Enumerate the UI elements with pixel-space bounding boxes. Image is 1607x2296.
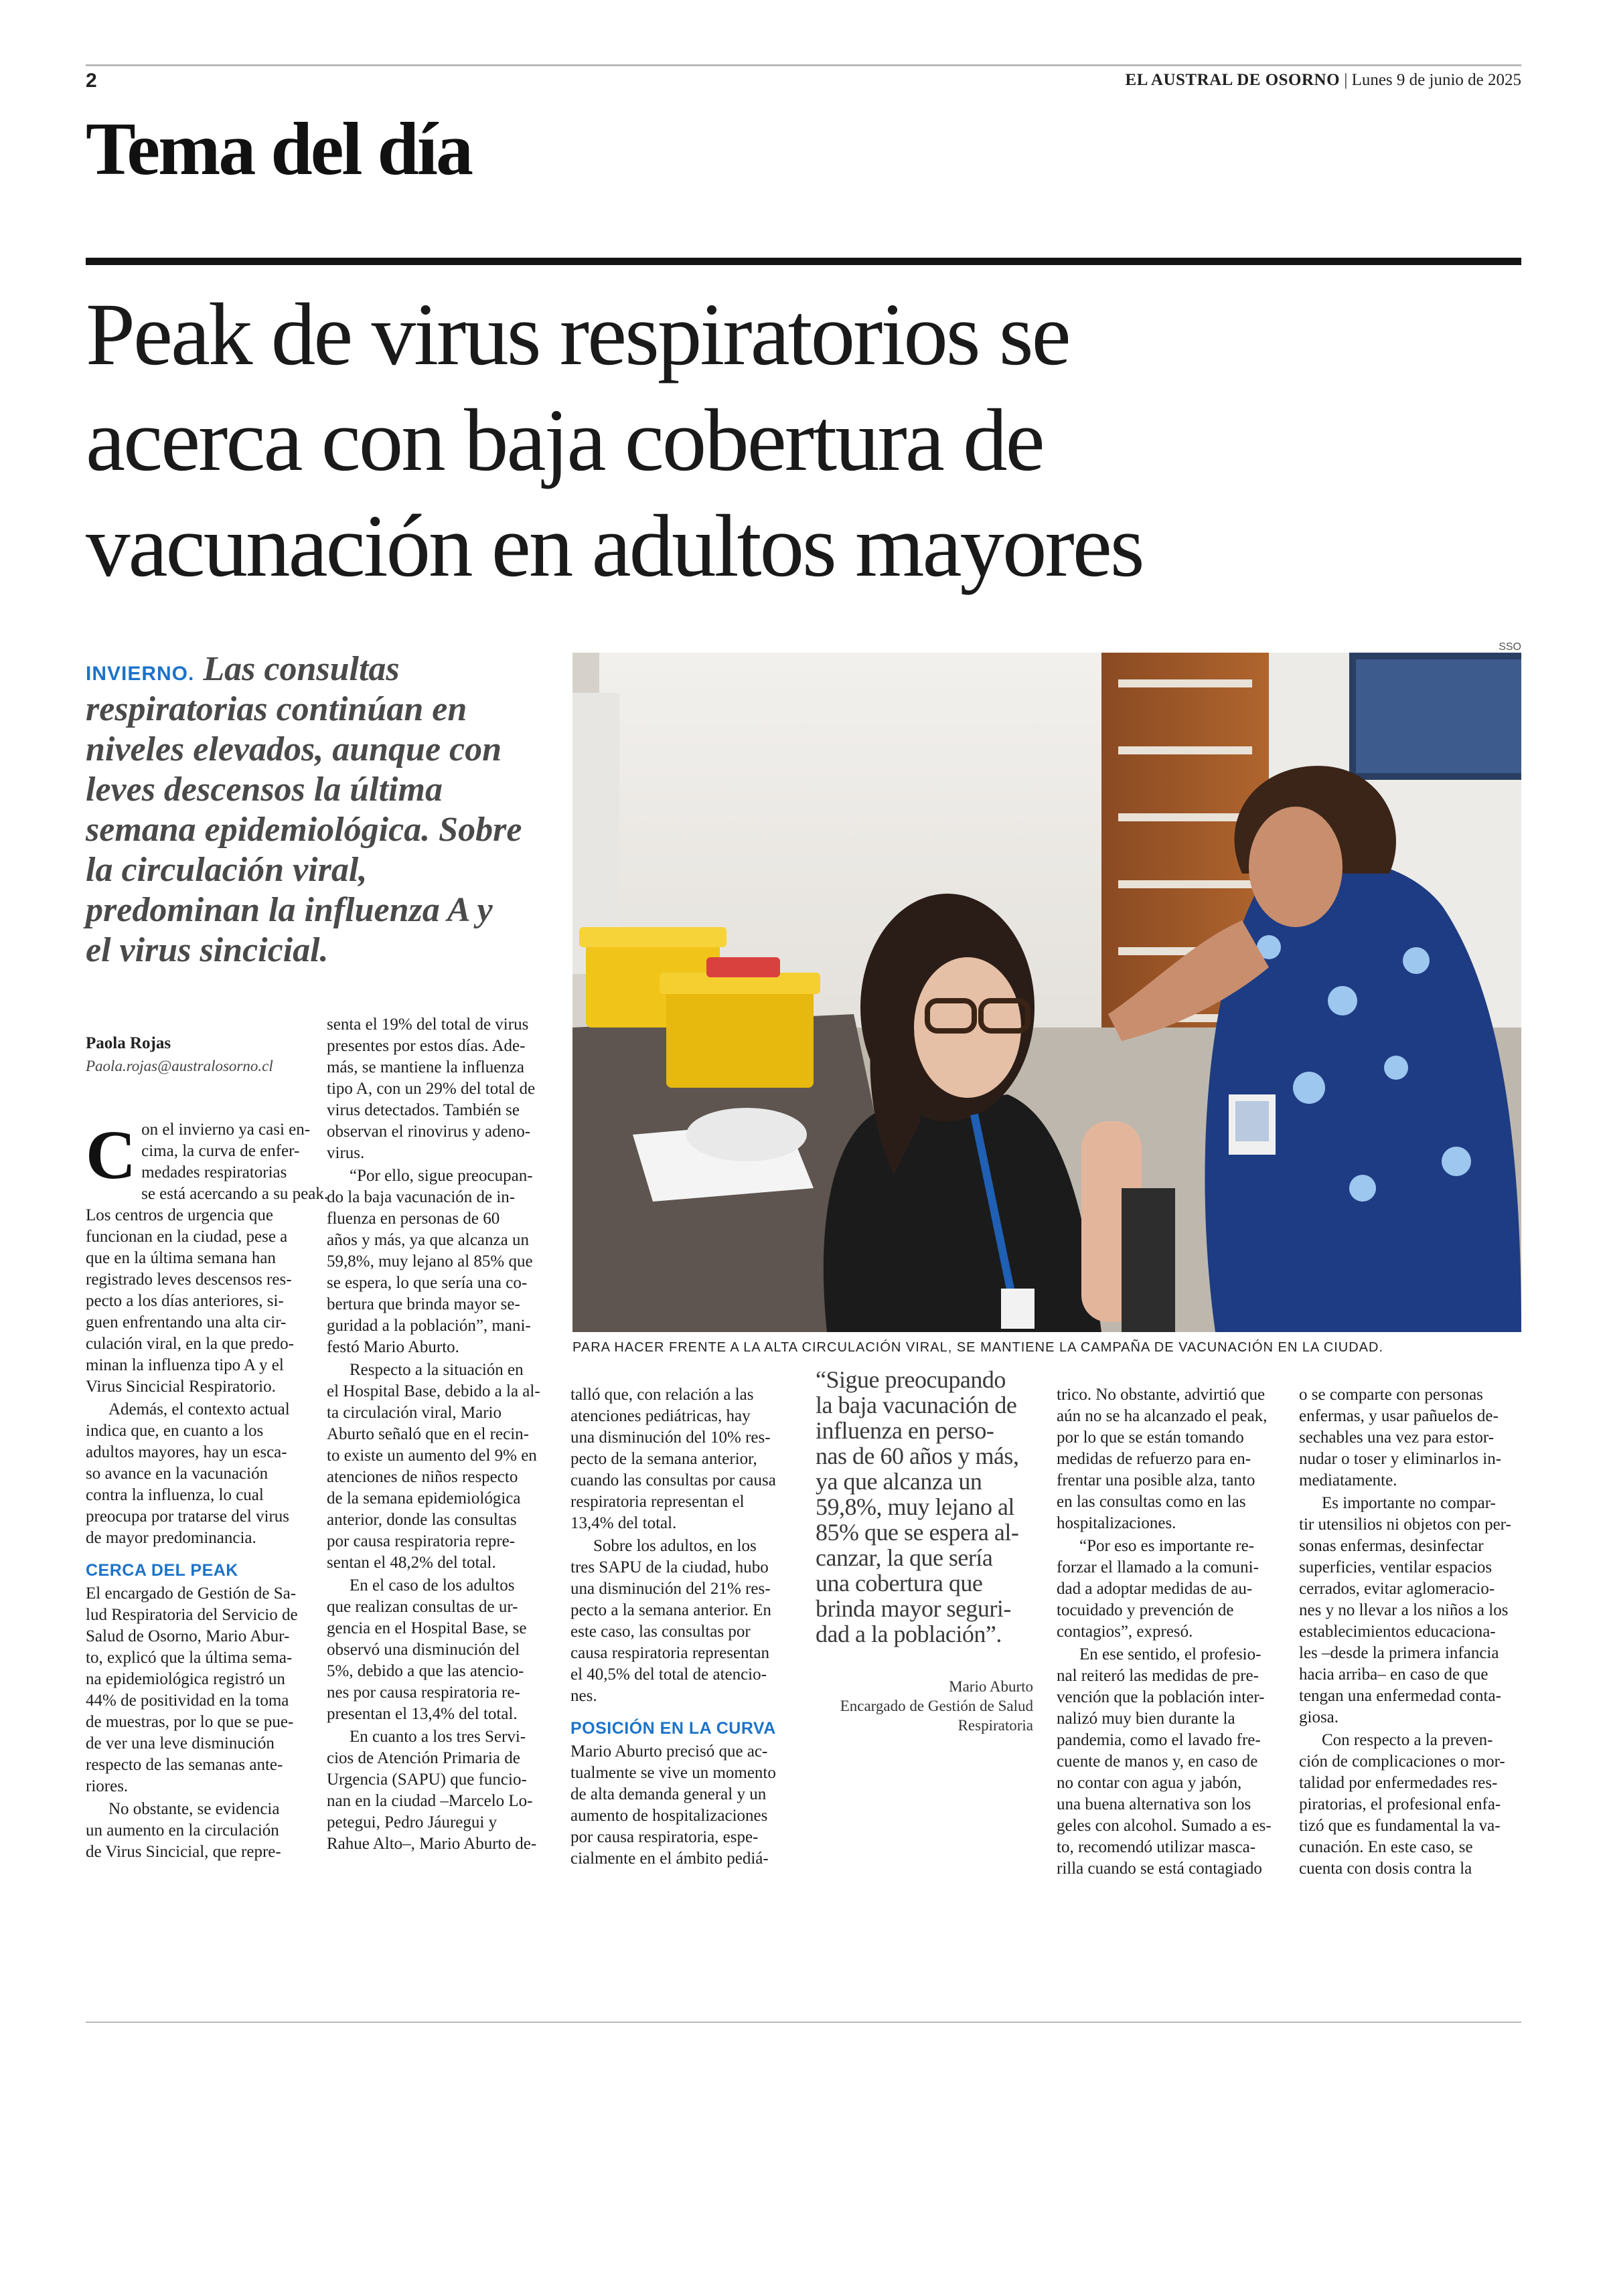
paragraph: Sobre los adultos, en los tres SAPU de la ciudad, hubo una disminución del 21% res- pecto a la semana anterior. En este caso, las consultas por causa respiratoria representan el 40,5% del total de atencio- nes.: [570, 1537, 771, 1705]
paragraph: En el caso de los adultos que realizan consultas de ur- gencia en el Hospital Base, se observó una disminución del 5%, debido a que las atencio- nes por causa respiratoria re- presentan el 13,4% del total.: [327, 1576, 527, 1723]
paragraph: “Por ello, sigue preocupan- do la baja vacunación de in- fluenza en personas de 60 años y más, ya que alcanza un 59,8%, muy lejano al 85% que se espera, lo que sería una co- bertura que brinda mayor se- guridad a la población”, mani- festó Mario Aburto.: [327, 1167, 533, 1356]
quote-author: Mario Aburto: [949, 1678, 1033, 1695]
paragraph: senta el 19% del total de virus presentes por estos días. Ade- más, se mantiene la influenza tipo A, con un 29% del total de virus detectados. También se observan el rinovirus y adeno- virus.: [327, 1015, 536, 1162]
paragraph: Además, el contexto actual indica que, en cuanto a los adultos mayores, hay un esca- so avance en la vacunación contra la influenza, lo cual preocupa por tratarse del virus de mayor predominancia.: [86, 1400, 290, 1547]
article-column-2: [327, 1014, 558, 1856]
paragraph: o se comparte con personas enfermas, y usar pañuelos de- sechables una vez para estor- nudar o toser y eliminarlos in- mediatamente.: [1299, 1386, 1502, 1489]
lead-line: la circulación viral,: [86, 851, 368, 889]
photo-illustration: [572, 653, 1521, 1332]
article-column-1: [86, 1117, 329, 1864]
byline-email[interactable]: Paola.rojas@australosorno.cl: [86, 1058, 273, 1074]
paragraph: No obstante, se evidencia un aumento en la circulación de Virus Sincicial, que repre-: [86, 1800, 281, 1861]
paragraph: El encargado de Gestión de Sa- lud Respiratoria del Servicio de Salud de Osorno, Mario Abur- to, explicó que la última sema- na epidemiológica registró un 44% de positividad en la toma de muestras, por lo que se pue- de ver una leve disminución respecto de las semanas ante- riores.: [86, 1584, 298, 1795]
photo-caption: PARA HACER FRENTE A LA ALTA CIRCULACIÓN VIRAL, SE MANTIENE LA CAMPAÑA DE VACUNACIÓN EN LA CIUDAD.: [572, 1340, 1383, 1355]
lead-line: Las consultas: [203, 650, 400, 688]
publication-name: EL AUSTRAL DE OSORNO: [1125, 71, 1341, 89]
lead-kicker: INVIERNO.: [86, 663, 195, 685]
headline-line: acerca con baja cobertura de: [86, 390, 1043, 489]
paragraph: C on el invierno ya casi en- cima, la curva de enfer- medades respiratorias se está acercando a su peak. Los centros de urgencia que funcionan en la ciudad, pese a que en la última semana han registrado leves descensos res- pecto a los días anteriores, si- guen enfrentando una alta cir- culación viral, en la que predo- minan la influenza tipo A y el Virus Sincicial Respiratorio.: [86, 1117, 329, 1396]
lead-line: predominan la influenza A y: [86, 891, 493, 929]
lead-paragraph: [86, 649, 554, 971]
quote-attribution: [816, 1677, 1033, 1735]
paragraph: trico. No obstante, advirtió que aún no se ha alcanzado el peak, por lo que se están tomando medidas de refuerzo para en- frentar una posible alza, tanto en las consultas como en las hospitalizaciones.: [1057, 1386, 1268, 1532]
pull-quote: “Sigue preocupando la baja vacunación de influenza en perso- nas de 60 años y más, ya que alcanza un 59,8%, muy lejano al 85% que se espera al- canzar, la que sería una cobertura que brinda mayor seguri- dad a la población”.: [816, 1366, 1019, 1647]
lead-line: niveles elevados, aunque con: [86, 730, 502, 768]
lead-line: respiratorias continúan en: [86, 690, 467, 728]
article-column-4: [1057, 1384, 1284, 1881]
quote-role: Encargado de Gestión de Salud: [840, 1698, 1033, 1714]
headline: [86, 281, 1521, 598]
article-column-3: [570, 1384, 798, 1871]
page-number: 2: [86, 70, 97, 92]
lead-line: leves descensos la última: [86, 770, 443, 809]
photo-credit: SSO: [1499, 641, 1521, 653]
vaccination-photo: [572, 653, 1521, 1332]
lead-line: el virus sincicial.: [86, 931, 329, 969]
lead-line: semana epidemiológica. Sobre: [86, 811, 522, 849]
byline-author: Paola Rojas: [86, 1034, 171, 1052]
masthead: [1126, 71, 1521, 90]
paragraph: talló que, con relación a las atenciones pediátricas, hay una disminución del 10% res- pecto de la semana anterior, cuando las consultas por causa respiratoria representan el 13,4% del total.: [570, 1386, 776, 1532]
headline-line: vacunación en adultos mayores: [86, 496, 1143, 595]
paragraph: En cuanto a los tres Servi- cios de Atención Primaria de Urgencia (SAPU) que funcio- nan en la ciudad –Marcelo Lo- petegui, Pedro Jáuregui y Rahue Alto–, Mario Aburto de-: [327, 1728, 537, 1853]
article-column-5: [1299, 1384, 1521, 1881]
paragraph: Es importante no compar- tir utensilios ni objetos con per- sonas enfermas, desinfectar superficies, ventilar espacios cerrados, evitar aglomeracio- nes y no llevar a los niños a los establecimientos educaciona- les –desde la primera infancia hacia arriba– en caso de que tengan una enfermedad conta- giosa.: [1299, 1494, 1511, 1726]
paragraph: Respecto a la situación en el Hospital Base, debido a la al- ta circulación viral, Mario Aburto señaló que en el recin- to existe un aumento del 9% en atenciones de niños respecto de la semana epidemiológica anterior, donde las consultas por causa respiratoria repre- sentan el 48,2% del total.: [327, 1361, 540, 1572]
section-rule: [86, 258, 1521, 265]
quote-role: Respiratoria: [958, 1717, 1033, 1734]
headline-line: Peak de virus respiratorios se: [86, 284, 1069, 384]
subheading: CERCA DEL PEAK: [86, 1561, 238, 1580]
paragraph: Con respecto a la preven- ción de complicaciones o mor- talidad por enfermedades res- piratorias, el profesional enfa- tizó que es fundamental la va- cunación. En este caso, se cuenta con dosis contra la: [1299, 1731, 1505, 1878]
subheading: POSICIÓN EN LA CURVA: [570, 1719, 776, 1738]
paragraph: “Por eso es importante re- forzar el llamado a la comuni- dad a adoptar medidas de au- tocuidado y prevención de contagios”, expresó.: [1057, 1537, 1259, 1641]
issue-date: | Lunes 9 de junio de 2025: [1344, 71, 1521, 89]
paragraph: En ese sentido, el profesio- nal reiteró las medidas de pre- vención que la población inter- nalizó muy bien durante la pandemia, como el lavado fre- cuente de manos y, en caso de no contar con agua y jabón, una buena alternativa son los geles con alcohol. Sumado a es- to, recomendó utilizar masca- rilla cuando se está contagiado: [1057, 1645, 1272, 1878]
bottom-rule: [86, 2022, 1521, 2023]
drop-cap: C: [86, 1117, 137, 1194]
top-rule: [86, 64, 1521, 66]
paragraph: Mario Aburto precisó que ac- tualmente se vive un momento de alta demanda general y un aumento de hospitalizaciones por causa respiratoria, espe- cialmente en el ámbito pediá-: [570, 1742, 776, 1868]
section-title: Tema del día: [86, 108, 471, 191]
